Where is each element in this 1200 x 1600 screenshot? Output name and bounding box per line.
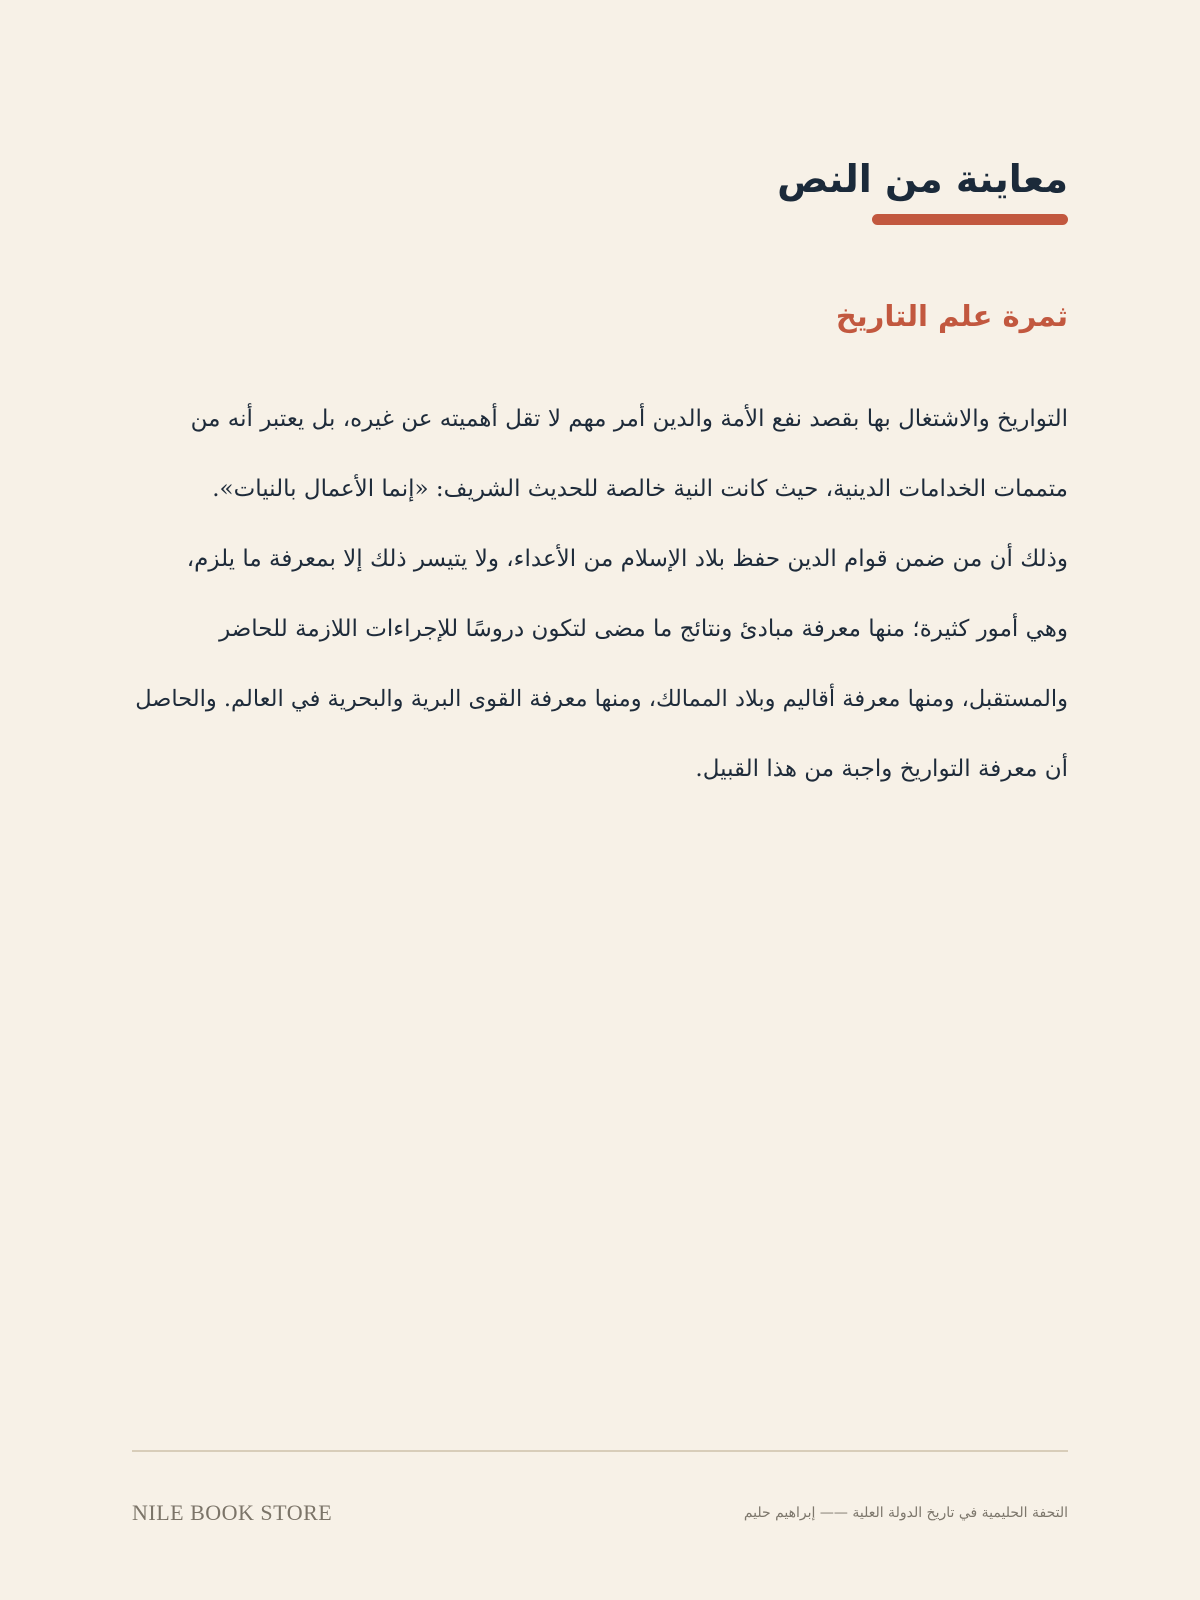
footer xyxy=(132,1496,1068,1532)
body-line: وهي أمور كثيرة؛ منها معرفة مبادئ ونتائج ما مضى لتكون دروسًا للإجراءات اللازمة للحاضر xyxy=(219,616,1068,642)
publisher-name: NILE BOOK STORE xyxy=(132,1500,333,1525)
body-line: وذلك أن من ضمن قوام الدين حفظ بلاد الإسلام من الأعداء، ولا يتيسر ذلك إلا بمعرفة ما يلزم، xyxy=(186,546,1068,572)
footer-divider xyxy=(132,1450,1068,1452)
body-line: التواريخ والاشتغال بها بقصد نفع الأمة والدين أمر مهم لا تقل أهميته عن غيره، بل يعتبر أنه من xyxy=(190,406,1068,432)
title-block xyxy=(777,150,1068,225)
body-line: متممات الخدامات الدينية، حيث كانت النية خالصة للحديث الشريف: «إنما الأعمال بالنيات». xyxy=(212,476,1068,502)
book-preview-page xyxy=(132,0,1068,1600)
title-underline xyxy=(872,214,1068,225)
body-line: أن معرفة التواريخ واجبة من هذا القبيل. xyxy=(695,756,1068,782)
book-credit: التحفة الحليمية في تاريخ الدولة العلية —— إبراهيم حليم xyxy=(743,1505,1068,1521)
body-paragraph xyxy=(132,384,1068,804)
page-title: معاينة من النص xyxy=(777,157,1068,201)
section-heading: ثمرة علم التاريخ xyxy=(835,299,1068,333)
body-line: والمستقبل، ومنها معرفة أقاليم وبلاد الممالك، ومنها معرفة القوى البرية والبحرية في العالم. والحاصل xyxy=(135,686,1068,712)
